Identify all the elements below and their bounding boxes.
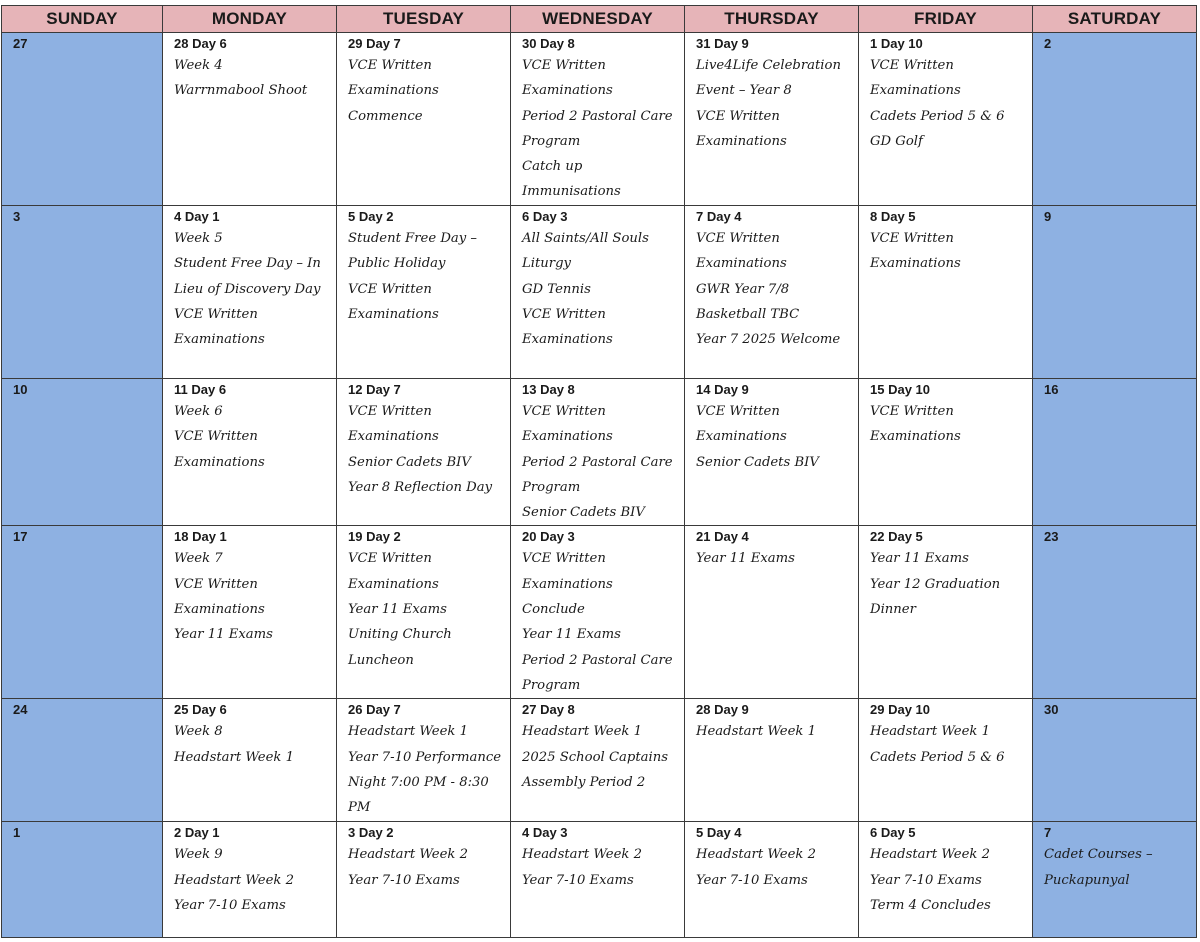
day-cell-thursday xyxy=(685,379,859,526)
event-list xyxy=(870,53,1026,154)
event-list xyxy=(870,719,1026,770)
day-date-label: 7 xyxy=(1044,825,1052,841)
day-cell-content xyxy=(511,33,684,205)
event-list xyxy=(174,226,330,352)
event-list xyxy=(522,546,678,698)
event-item: Headstart Week 2 xyxy=(348,847,468,863)
day-cell-content xyxy=(163,33,336,104)
day-cell-content xyxy=(2,699,162,719)
day-date-label: 26 Day 7 xyxy=(348,702,401,718)
day-date-label: 29 Day 7 xyxy=(348,36,401,51)
event-item: Term 4 Concludes xyxy=(870,897,991,913)
day-date-label: 23 xyxy=(1044,529,1059,545)
event-item: VCE Written Examinations xyxy=(696,231,787,272)
day-cell-tuesday xyxy=(337,822,511,938)
day-date-label: 3 Day 2 xyxy=(348,825,394,841)
event-item: Year 11 Exams xyxy=(870,551,969,567)
day-date-label: 1 Day 10 xyxy=(870,36,923,51)
day-cell-content xyxy=(1033,33,1196,53)
event-item: VCE Written Examinations xyxy=(870,404,961,445)
event-item: Senior Cadets BIV xyxy=(348,454,471,470)
event-item: Cadets Period 5 & 6 xyxy=(870,749,1005,765)
day-cell-content xyxy=(1033,379,1196,399)
day-cell-monday xyxy=(163,33,337,206)
day-date-label: 4 Day 3 xyxy=(522,825,568,841)
week-row xyxy=(2,526,1197,699)
event-list xyxy=(522,842,678,893)
event-item: VCE Written Examinations xyxy=(174,429,265,470)
day-cell-content xyxy=(163,206,336,352)
day-date-label: 5 Day 2 xyxy=(348,209,394,224)
day-cell-monday xyxy=(163,699,337,822)
day-date-label: 19 Day 2 xyxy=(348,529,401,545)
day-date-label: 8 Day 5 xyxy=(870,209,916,224)
day-cell-monday xyxy=(163,206,337,379)
event-item: GD Tennis xyxy=(522,281,591,297)
event-item: Year 8 Reflection Day xyxy=(348,479,493,495)
week-row xyxy=(2,206,1197,379)
day-cell-content xyxy=(163,822,336,918)
day-cell-wednesday xyxy=(511,206,685,379)
header-saturday: SATURDAY xyxy=(1033,6,1197,33)
calendar-grid xyxy=(1,5,1197,938)
event-item: Week 8 xyxy=(174,724,223,740)
event-item: Year 7-10 Exams xyxy=(522,872,634,888)
day-cell-thursday xyxy=(685,699,859,822)
day-cell-thursday xyxy=(685,33,859,206)
event-item: Headstart Week 1 xyxy=(522,724,642,740)
day-cell-content xyxy=(511,206,684,352)
day-cell-content xyxy=(2,206,162,226)
day-date-label: 27 Day 8 xyxy=(522,702,575,718)
event-item: Week 5 xyxy=(174,231,223,246)
day-cell-content xyxy=(337,379,510,500)
event-item: VCE Written Examinations xyxy=(522,306,613,348)
event-item: VCE Written Examinations xyxy=(696,404,787,445)
day-date-label: 31 Day 9 xyxy=(696,36,749,51)
event-list xyxy=(522,226,678,352)
day-cell-content xyxy=(163,526,336,647)
day-date-label: 28 Day 6 xyxy=(174,36,227,51)
day-date-label: 15 Day 10 xyxy=(870,382,930,397)
event-list xyxy=(348,719,504,820)
day-date-label: 17 xyxy=(13,529,28,545)
day-cell-friday xyxy=(859,526,1033,699)
day-cell-content xyxy=(2,33,162,53)
day-cell-content xyxy=(1033,206,1196,226)
day-date-label: 30 Day 8 xyxy=(522,36,575,51)
day-cell-content xyxy=(2,526,162,546)
event-list xyxy=(174,842,330,918)
event-list xyxy=(522,719,678,795)
day-date-label: 13 Day 8 xyxy=(522,382,575,397)
day-cell-saturday xyxy=(1033,526,1197,699)
day-date-label: 21 Day 4 xyxy=(696,529,749,545)
day-cell-sunday xyxy=(2,206,163,379)
event-item: VCE Written Examinations xyxy=(174,306,265,348)
event-item: Live4Life Celebration Event – Year 8 xyxy=(696,58,841,99)
day-date-label: 16 xyxy=(1044,382,1059,397)
event-list xyxy=(348,53,504,129)
event-item: Headstart Week 2 xyxy=(696,847,816,863)
event-item: Period 2 Pastoral Care Program xyxy=(522,454,673,495)
day-cell-saturday xyxy=(1033,379,1197,526)
day-date-label: 25 Day 6 xyxy=(174,702,227,718)
event-item: Year 12 Graduation Dinner xyxy=(870,576,1001,618)
day-cell-sunday xyxy=(2,33,163,206)
day-date-label: 29 Day 10 xyxy=(870,702,930,718)
day-cell-saturday xyxy=(1033,33,1197,206)
event-list xyxy=(696,719,852,744)
event-item: Year 11 Exams xyxy=(348,602,447,618)
day-cell-saturday xyxy=(1033,822,1197,938)
day-date-label: 7 Day 4 xyxy=(696,209,742,224)
header-tuesday: TUESDAY xyxy=(337,6,511,33)
calendar-weeks xyxy=(2,33,1197,938)
event-item: GD Golf xyxy=(870,133,923,149)
event-list xyxy=(696,399,852,475)
day-cell-sunday xyxy=(2,379,163,526)
day-cell-content xyxy=(859,33,1032,154)
event-list xyxy=(348,399,504,500)
day-date-label: 30 xyxy=(1044,702,1059,718)
event-item: All Saints/All Souls Liturgy xyxy=(522,231,649,272)
day-date-label: 9 xyxy=(1044,209,1052,224)
day-cell-content xyxy=(163,379,336,475)
event-item: Senior Cadets BIV xyxy=(696,454,819,470)
event-item: Period 2 Pastoral Care Program xyxy=(522,108,673,149)
day-cell-tuesday xyxy=(337,206,511,379)
event-item: Senior Cadets BIV xyxy=(522,505,645,521)
event-item: Year 11 Exams xyxy=(522,627,621,643)
event-list xyxy=(174,53,330,104)
day-cell-wednesday xyxy=(511,526,685,699)
day-cell-content xyxy=(685,379,858,475)
day-cell-content xyxy=(337,699,510,820)
day-cell-thursday xyxy=(685,206,859,379)
event-item: Cadet Courses – Puckapunyal xyxy=(1044,847,1153,888)
week-row xyxy=(2,33,1197,206)
day-date-label: 14 Day 9 xyxy=(696,382,749,397)
day-cell-content xyxy=(685,206,858,352)
event-item: VCE Written Examinations xyxy=(348,551,439,592)
day-cell-friday xyxy=(859,379,1033,526)
day-cell-wednesday xyxy=(511,699,685,822)
event-list xyxy=(522,53,678,205)
day-cell-wednesday xyxy=(511,379,685,526)
day-cell-content xyxy=(685,33,858,154)
event-item: VCE Written Examinations xyxy=(696,108,787,149)
event-item: VCE Written Examinations xyxy=(522,58,613,99)
event-item: Student Free Day – Public Holiday xyxy=(348,231,477,272)
event-item: Week 9 xyxy=(174,847,223,863)
event-item: Week 4 xyxy=(174,58,223,73)
day-date-label: 4 Day 1 xyxy=(174,209,220,224)
event-list xyxy=(870,226,1026,277)
event-list xyxy=(696,842,852,893)
event-item: GWR Year 7/8 Basketball TBC xyxy=(696,281,800,322)
event-list xyxy=(1044,842,1190,893)
day-cell-content xyxy=(859,822,1032,918)
event-item: Headstart Week 2 xyxy=(522,847,642,863)
event-item: Headstart Week 1 xyxy=(348,724,468,740)
day-cell-content xyxy=(685,526,858,571)
event-list xyxy=(348,842,504,893)
event-item: 2025 School Captains Assembly Period 2 xyxy=(522,749,668,790)
day-cell-tuesday xyxy=(337,379,511,526)
event-item: VCE Written Examinations xyxy=(348,281,439,322)
day-date-label: 27 xyxy=(13,36,28,51)
event-list xyxy=(174,399,330,475)
event-list xyxy=(696,226,852,352)
day-cell-sunday xyxy=(2,822,163,938)
event-item: Headstart Week 2 xyxy=(174,872,294,888)
day-cell-content xyxy=(1033,526,1196,546)
event-item: Uniting Church Luncheon xyxy=(348,627,452,668)
event-list xyxy=(696,546,852,571)
day-date-label: 2 xyxy=(1044,36,1052,51)
day-cell-tuesday xyxy=(337,699,511,822)
day-cell-content xyxy=(337,822,510,893)
day-date-label: 22 Day 5 xyxy=(870,529,923,545)
day-cell-content xyxy=(337,526,510,672)
day-cell-content xyxy=(511,822,684,893)
event-item: Year 11 Exams xyxy=(696,551,795,567)
week-row xyxy=(2,379,1197,526)
header-wednesday: WEDNESDAY xyxy=(511,6,685,33)
day-cell-friday xyxy=(859,822,1033,938)
event-item: Year 7-10 Exams xyxy=(348,872,460,888)
day-date-label: 1 xyxy=(13,825,21,841)
day-cell-saturday xyxy=(1033,206,1197,379)
day-cell-friday xyxy=(859,33,1033,206)
header-thursday: THURSDAY xyxy=(685,6,859,33)
day-date-label: 6 Day 3 xyxy=(522,209,568,224)
day-cell-content xyxy=(685,822,858,893)
day-cell-monday xyxy=(163,822,337,938)
day-date-label: 10 xyxy=(13,382,28,397)
event-item: VCE Written Examinations xyxy=(174,576,265,618)
day-cell-thursday xyxy=(685,526,859,699)
day-cell-content xyxy=(685,699,858,744)
day-date-label: 11 Day 6 xyxy=(174,382,227,397)
day-cell-wednesday xyxy=(511,33,685,206)
event-item: Year 7 2025 Welcome xyxy=(696,332,841,348)
day-cell-content xyxy=(2,822,162,842)
day-cell-content xyxy=(511,526,684,698)
day-cell-friday xyxy=(859,206,1033,379)
day-cell-saturday xyxy=(1033,699,1197,822)
day-cell-monday xyxy=(163,379,337,526)
week-row xyxy=(2,822,1197,938)
day-cell-content xyxy=(2,379,162,399)
day-date-label: 12 Day 7 xyxy=(348,382,401,397)
day-cell-wednesday xyxy=(511,822,685,938)
day-cell-content xyxy=(859,206,1032,277)
week-row xyxy=(2,699,1197,822)
day-cell-sunday xyxy=(2,526,163,699)
day-date-label: 18 Day 1 xyxy=(174,529,227,545)
event-item: Student Free Day – In Lieu of Discovery Day xyxy=(174,256,321,297)
event-item: VCE Written Examinations Conclude xyxy=(522,551,613,618)
day-cell-content xyxy=(163,699,336,770)
day-cell-content xyxy=(1033,699,1196,719)
event-item: Catch up Immunisations xyxy=(522,159,621,200)
event-list xyxy=(174,719,330,770)
event-item: Year 7-10 Exams xyxy=(696,872,808,888)
day-cell-content xyxy=(511,379,684,525)
event-list xyxy=(174,546,330,647)
event-list xyxy=(870,842,1026,918)
event-item: Headstart Week 1 xyxy=(870,724,990,740)
event-item: Week 7 xyxy=(174,551,223,567)
day-date-label: 24 xyxy=(13,702,28,718)
day-date-label: 20 Day 3 xyxy=(522,529,575,545)
day-date-label: 6 Day 5 xyxy=(870,825,916,841)
event-item: Year 11 Exams xyxy=(174,627,273,643)
event-item: VCE Written Examinations Commence xyxy=(348,58,439,124)
day-cell-content xyxy=(1033,822,1196,893)
event-item: VCE Written Examinations xyxy=(348,404,439,445)
day-cell-tuesday xyxy=(337,526,511,699)
event-list xyxy=(870,399,1026,450)
weekday-header-row xyxy=(2,6,1197,33)
header-monday: MONDAY xyxy=(163,6,337,33)
day-cell-sunday xyxy=(2,699,163,822)
event-item: Headstart Week 1 xyxy=(174,749,294,765)
day-date-label: 3 xyxy=(13,209,21,224)
event-item: Year 7-10 Exams xyxy=(870,872,982,888)
event-list xyxy=(348,546,504,672)
event-list xyxy=(522,399,678,525)
day-cell-content xyxy=(859,699,1032,770)
header-sunday: SUNDAY xyxy=(2,6,163,33)
day-date-label: 2 Day 1 xyxy=(174,825,220,841)
header-friday: FRIDAY xyxy=(859,6,1033,33)
event-item: VCE Written Examinations xyxy=(870,58,961,99)
event-item: Cadets Period 5 & 6 xyxy=(870,108,1005,124)
day-date-label: 28 Day 9 xyxy=(696,702,749,718)
event-item: Week 6 xyxy=(174,404,223,419)
event-list xyxy=(348,226,504,327)
event-item: VCE Written Examinations xyxy=(870,231,961,272)
event-item: Warrnmabool Shoot xyxy=(174,83,308,99)
day-cell-content xyxy=(511,699,684,795)
day-cell-content xyxy=(337,33,510,129)
day-cell-friday xyxy=(859,699,1033,822)
day-date-label: 5 Day 4 xyxy=(696,825,742,841)
day-cell-thursday xyxy=(685,822,859,938)
day-cell-monday xyxy=(163,526,337,699)
event-item: Headstart Week 2 xyxy=(870,847,990,863)
day-cell-content xyxy=(337,206,510,327)
event-item: Year 7-10 Performance Night 7:00 PM - 8:30 PM xyxy=(348,749,502,816)
day-cell-content xyxy=(859,379,1032,450)
event-item: Period 2 Pastoral Care Program xyxy=(522,652,673,693)
event-list xyxy=(696,53,852,154)
event-list xyxy=(870,546,1026,622)
day-cell-content xyxy=(859,526,1032,622)
event-item: VCE Written Examinations xyxy=(522,404,613,445)
event-item: Year 7-10 Exams xyxy=(174,897,286,913)
day-cell-tuesday xyxy=(337,33,511,206)
event-item: Headstart Week 1 xyxy=(696,724,816,740)
